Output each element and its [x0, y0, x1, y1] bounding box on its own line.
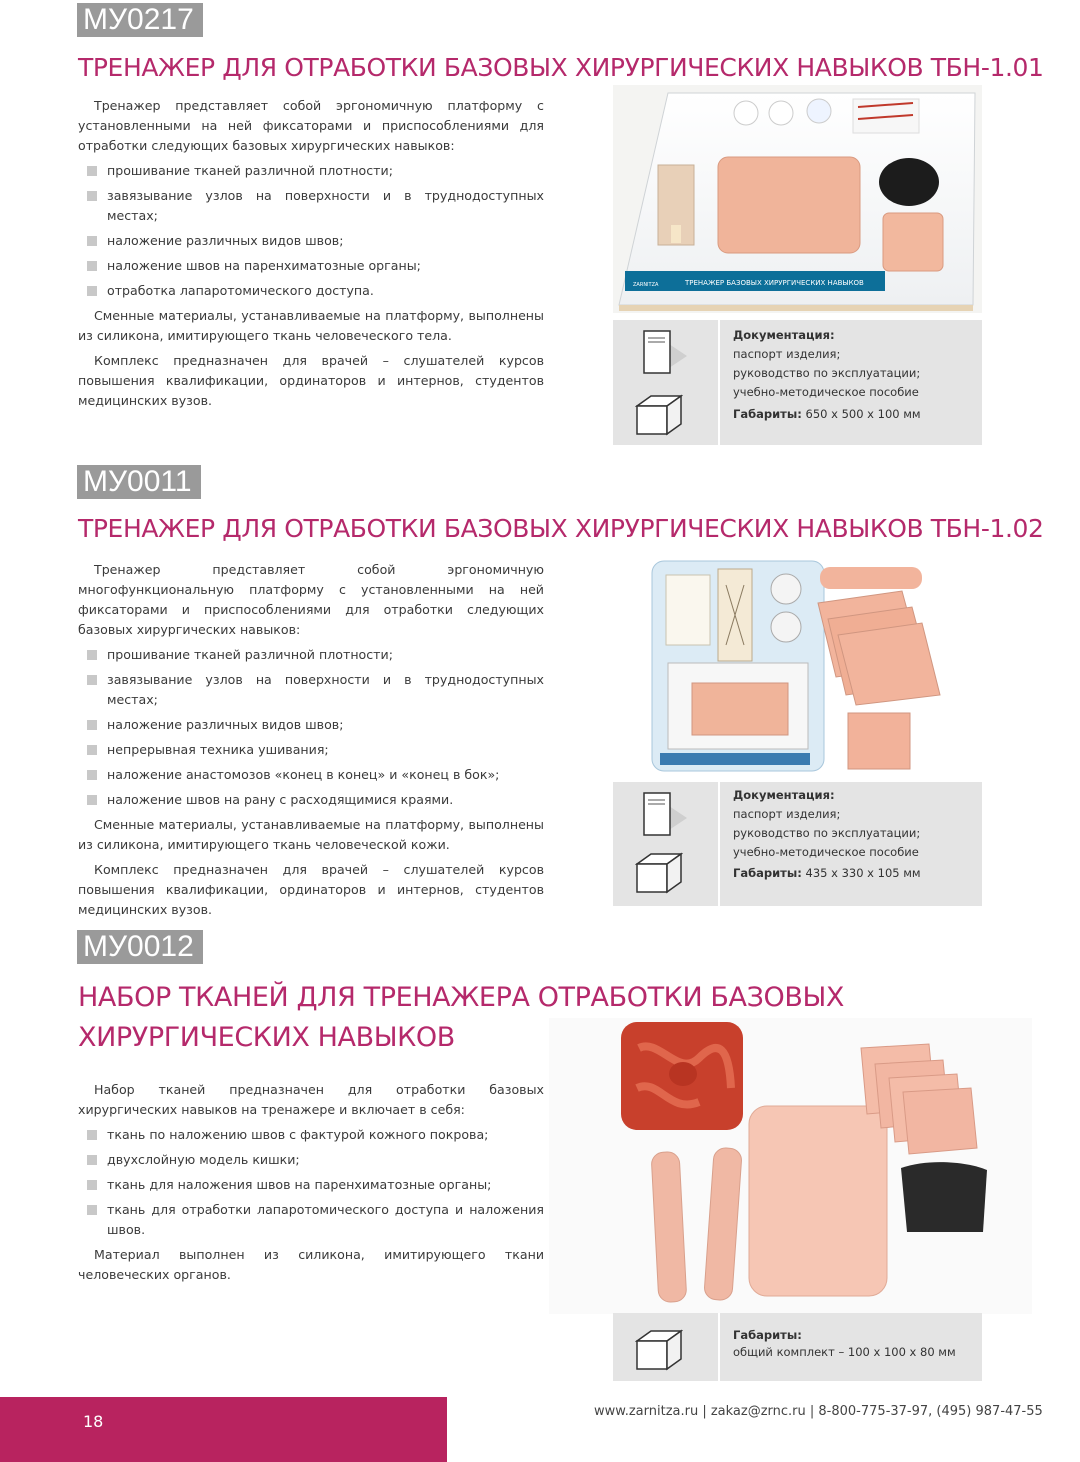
dimensions-block: [733, 405, 921, 424]
footer-contacts[interactable]: www.zarnitza.ru | zakaz@zrnc.ru | 8-800-775-37-97, (495) 987-47-55: [594, 1404, 1043, 1419]
list-item: двухслойную модель кишки;: [78, 1150, 544, 1170]
bullet-square-icon: [87, 166, 97, 176]
documentation-item: учебно-методическое пособие: [733, 845, 919, 859]
materials-paragraph: Сменные материалы, устанавливаемые на платформу, выполнены из силикона, имитирующего ткань человеческой кожи.: [78, 817, 544, 852]
bullet-square-icon: [87, 720, 97, 730]
dimensions-value: 650 х 500 х 100 мм: [805, 407, 921, 421]
list-item: наложение швов на паренхиматозные органы;: [78, 256, 544, 276]
product-code: МУ0012: [77, 930, 203, 964]
bullet-square-icon: [87, 795, 97, 805]
dimensions-block: [733, 1327, 956, 1361]
bullet-square-icon: [87, 1205, 97, 1215]
specs-divider: [718, 1313, 720, 1381]
bullet-square-icon: [87, 261, 97, 271]
dimensions-label: Габариты:: [733, 866, 802, 880]
bullet-square-icon: [87, 770, 97, 780]
audience-paragraph: Комплекс предназначен для врачей – слушателей курсов повышения квалификации, ординаторов и интернов, студентов медицинских вузов.: [78, 862, 544, 917]
list-item: наложение анастомозов «конец в конец» и «конец в бок»;: [78, 765, 544, 785]
footer-bar: [0, 1397, 447, 1462]
specs-panel: [613, 782, 982, 906]
product-title-line: НАБОР ТКАНЕЙ ДЛЯ ТРЕНАЖЕРА ОТРАБОТКИ БАЗОВЫХ: [78, 982, 845, 1013]
contents-list: [78, 1125, 544, 1240]
dimensions-value: 435 х 330 х 105 мм: [805, 866, 921, 880]
documentation-item: руководство по эксплуатации;: [733, 366, 921, 380]
documentation-icon: [643, 330, 687, 382]
documentation-item: паспорт изделия;: [733, 807, 841, 821]
product-photo: [640, 555, 982, 775]
documentation-icon: [643, 792, 687, 844]
box-dimensions-icon: [635, 850, 683, 894]
product-title-line: ХИРУРГИЧЕСКИХ НАВЫКОВ: [78, 1022, 455, 1053]
materials-paragraph: Сменные материалы, устанавливаемые на платформу, выполнены из силикона, имитирующего ткань человеческого тела.: [78, 308, 544, 343]
dimensions-value: общий комплект – 100 х 100 х 80 мм: [733, 1345, 956, 1359]
specs-divider: [718, 320, 720, 445]
list-item: непрерывная техника ушивания;: [78, 740, 544, 760]
product-code: МУ0217: [77, 3, 203, 37]
documentation-label: Документация:: [733, 328, 835, 342]
list-item: отработка лапаротомического доступа.: [78, 281, 544, 301]
specs-panel: [613, 320, 982, 445]
product-photo: [613, 85, 982, 313]
box-dimensions-icon: [635, 1327, 683, 1371]
documentation-item: руководство по эксплуатации;: [733, 826, 921, 840]
page-number: 18: [83, 1412, 104, 1431]
list-item: наложение швов на рану с расходящимися краями.: [78, 790, 544, 810]
product-title: ТРЕНАЖЕР ДЛЯ ОТРАБОТКИ БАЗОВЫХ ХИРУРГИЧЕСКИХ НАВЫКОВ ТБН-1.02: [78, 514, 1044, 543]
specs-divider: [718, 782, 720, 906]
bullet-square-icon: [87, 1155, 97, 1165]
bullet-square-icon: [87, 675, 97, 685]
bullet-square-icon: [87, 1130, 97, 1140]
product-intro: Тренажер представляет собой эргономичную платформу с установленными на ней фиксаторами и приспособлениями для отработки следующих базовых хирургических навыков:: [78, 98, 544, 153]
documentation-item: учебно-методическое пособие: [733, 385, 919, 399]
list-item: завязывание узлов на поверхности и в труднодоступных местах;: [78, 186, 544, 226]
list-item: ткань для наложения швов на паренхиматозные органы;: [78, 1175, 544, 1195]
bullet-square-icon: [87, 236, 97, 246]
product-title: ТРЕНАЖЕР ДЛЯ ОТРАБОТКИ БАЗОВЫХ ХИРУРГИЧЕСКИХ НАВЫКОВ ТБН-1.01: [78, 53, 1044, 82]
documentation-item: паспорт изделия;: [733, 347, 841, 361]
list-item: завязывание узлов на поверхности и в труднодоступных местах;: [78, 670, 544, 710]
skills-list: [78, 645, 544, 810]
audience-paragraph: Комплекс предназначен для врачей – слушателей курсов повышения квалификации, ординаторов и интернов, студентов медицинских вузов.: [78, 353, 544, 408]
product-code: МУ0011: [77, 465, 201, 499]
bullet-square-icon: [87, 1180, 97, 1190]
dimensions-label: Габариты:: [733, 407, 802, 421]
list-item: прошивание тканей различной плотности;: [78, 645, 544, 665]
documentation-block: [733, 326, 920, 402]
bullet-square-icon: [87, 191, 97, 201]
documentation-label: Документация:: [733, 788, 835, 802]
dimensions-label: Габариты:: [733, 1328, 802, 1342]
list-item: наложение различных видов швов;: [78, 715, 544, 735]
skills-list: [78, 161, 544, 301]
product-intro: Набор тканей предназначен для отработки базовых хирургических навыков на тренажере и включает в себя:: [78, 1082, 544, 1117]
bullet-square-icon: [87, 286, 97, 296]
list-item: прошивание тканей различной плотности;: [78, 161, 544, 181]
product-description: [78, 560, 544, 920]
product-intro: Тренажер представляет собой эргономичную многофункциональную платформу с установленными на ней фиксаторами и приспособлениями для отработки следующих базовых хирургических навыков:: [78, 562, 544, 637]
specs-panel: [613, 1313, 982, 1381]
brand-label: ZARNITZA: [633, 282, 659, 288]
product-description: [78, 1080, 544, 1285]
materials-paragraph: Материал выполнен из силикона, имитирующего ткани человеческих органов.: [78, 1247, 544, 1282]
list-item: ткань для отработки лапаротомического доступа и наложения швов.: [78, 1200, 544, 1240]
list-item: наложение различных видов швов;: [78, 231, 544, 251]
dimensions-block: [733, 864, 921, 883]
bullet-square-icon: [87, 650, 97, 660]
box-dimensions-icon: [635, 392, 683, 436]
list-item: ткань по наложению швов с фактурой кожного покрова;: [78, 1125, 544, 1145]
platform-label: ТРЕНАЖЕР БАЗОВЫХ ХИРУРГИЧЕСКИХ НАВЫКОВ: [685, 279, 864, 287]
bullet-square-icon: [87, 745, 97, 755]
product-description: [78, 96, 544, 411]
product-photo: [549, 1018, 1032, 1314]
documentation-block: [733, 786, 920, 862]
